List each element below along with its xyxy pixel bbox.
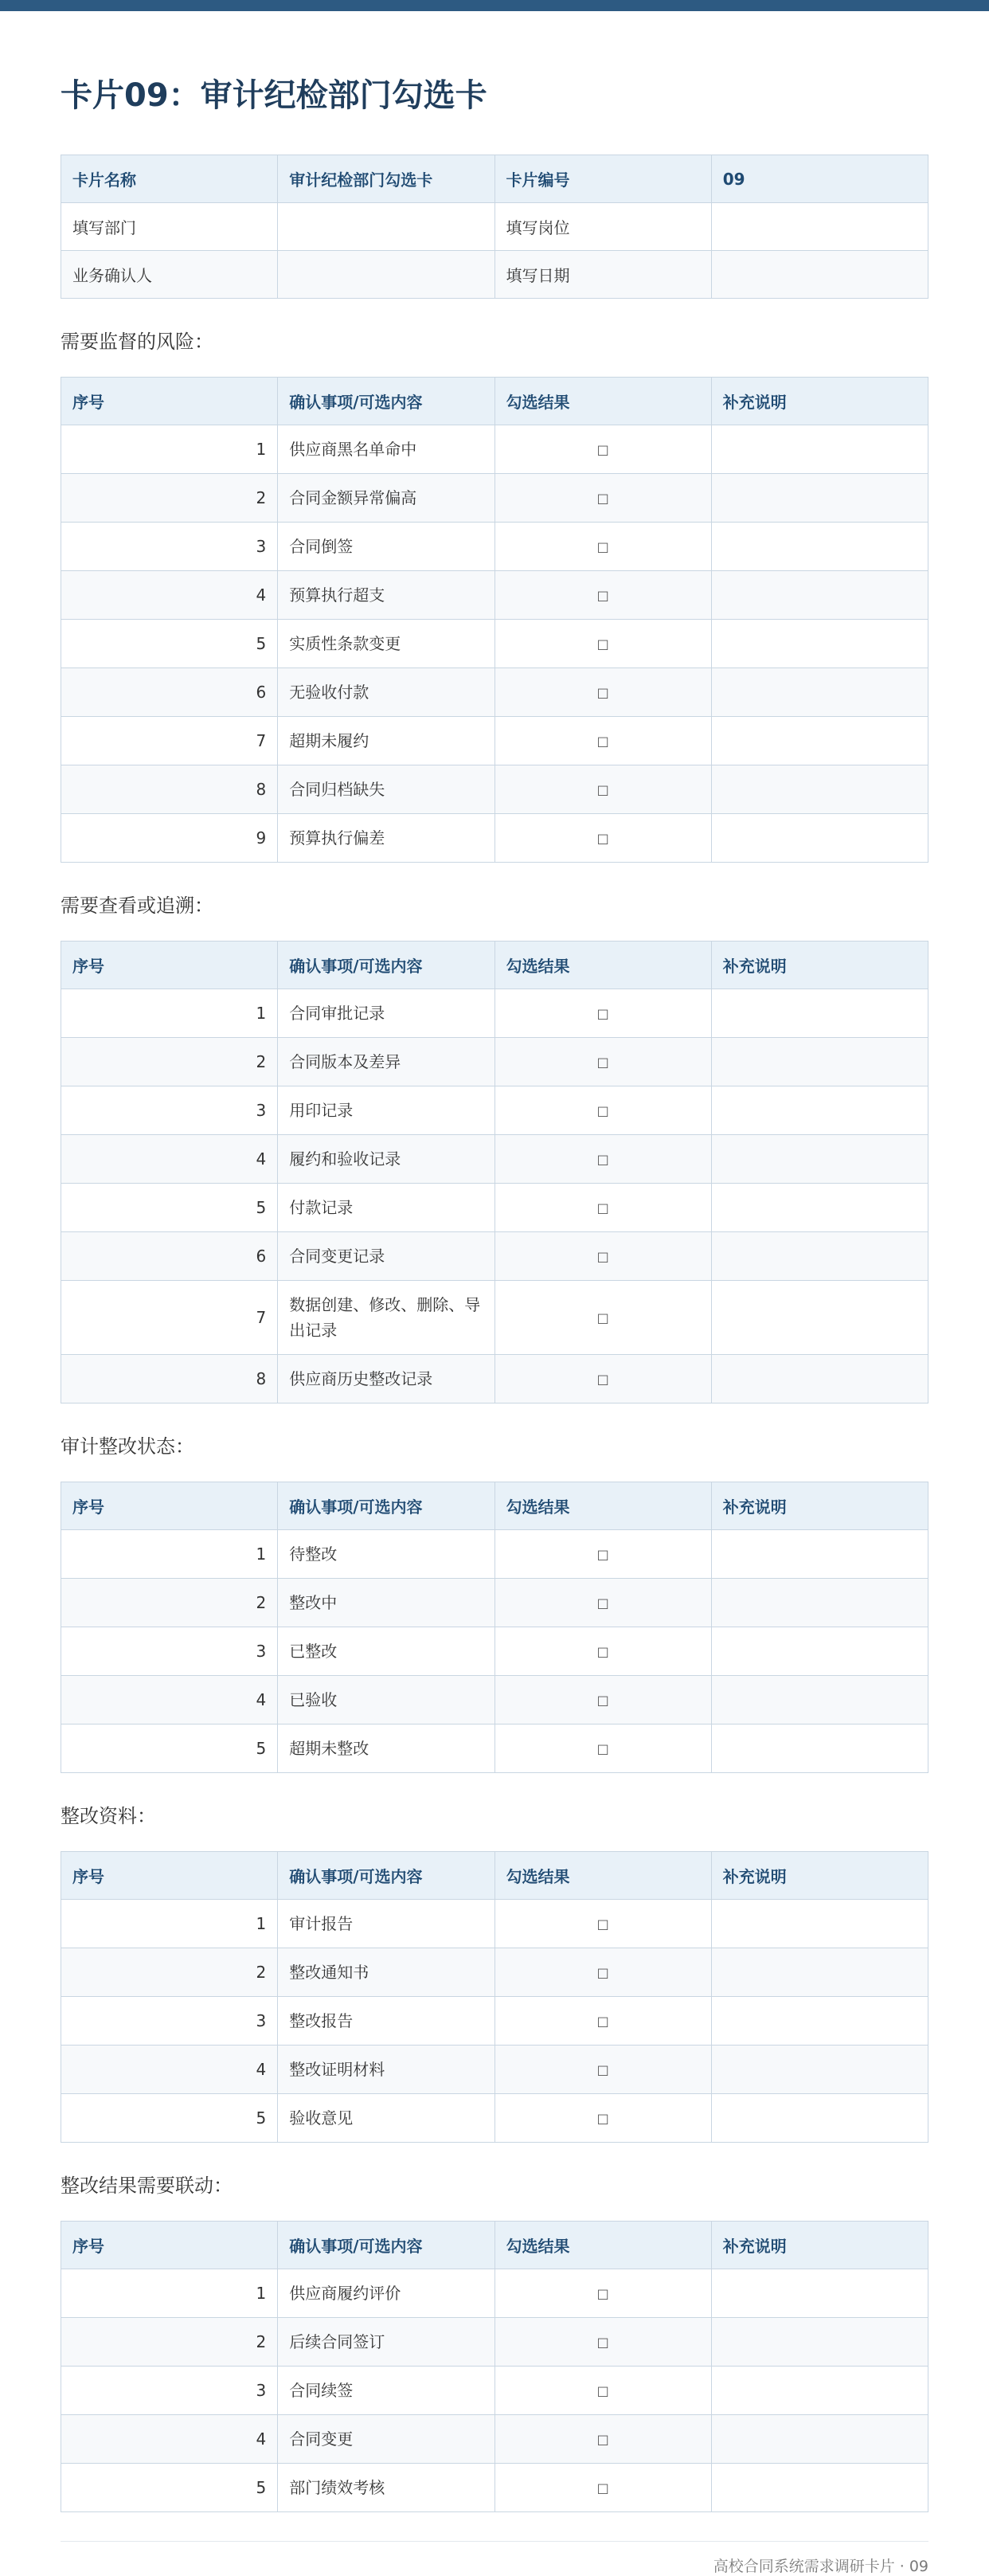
section-label: 整改资料： [61, 1805, 156, 1827]
row-item: 实质性条款变更 [278, 620, 494, 668]
row-item: 整改中 [278, 1579, 494, 1627]
page-content [0, 72, 989, 2576]
row-number: 2 [61, 1038, 278, 1086]
row-note-field[interactable] [711, 1135, 928, 1184]
checklist-table [61, 377, 928, 863]
row-item: 整改通知书 [278, 1948, 494, 1997]
table-row [61, 425, 928, 474]
row-note-field[interactable] [711, 1281, 928, 1355]
row-number: 8 [61, 765, 278, 814]
date-label: 填写日期 [494, 251, 711, 299]
table-row [61, 474, 928, 523]
col-header-no: 序号 [61, 1482, 278, 1530]
table-row [61, 1530, 928, 1579]
info-row [61, 203, 928, 251]
col-header-item: 确认事项/可选内容 [278, 378, 494, 425]
col-header-no: 序号 [61, 942, 278, 989]
row-number: 4 [61, 1135, 278, 1184]
card-name-value: 审计纪检部门勾选卡 [278, 155, 494, 203]
row-number: 3 [61, 1997, 278, 2046]
row-item: 履约和验收记录 [278, 1135, 494, 1184]
row-number: 4 [61, 2415, 278, 2464]
table-row [61, 814, 928, 863]
row-number: 3 [61, 1627, 278, 1676]
row-number: 5 [61, 2094, 278, 2143]
row-note-field[interactable] [711, 1038, 928, 1086]
row-checkbox[interactable]: □ [494, 1900, 711, 1948]
row-number: 4 [61, 2046, 278, 2094]
row-item: 供应商黑名单命中 [278, 425, 494, 474]
row-note-field[interactable] [711, 1725, 928, 1773]
row-number: 3 [61, 2367, 278, 2415]
col-header-item: 确认事项/可选内容 [278, 2222, 494, 2269]
col-header-no: 序号 [61, 1852, 278, 1900]
row-note-field[interactable] [711, 2269, 928, 2318]
row-number: 7 [61, 717, 278, 765]
card-info-table [61, 155, 928, 299]
row-checkbox[interactable]: □ [494, 717, 711, 765]
row-checkbox[interactable]: □ [494, 1997, 711, 2046]
row-note-field[interactable] [711, 1232, 928, 1281]
table-row [61, 620, 928, 668]
table-row [61, 1676, 928, 1725]
row-note-field[interactable] [711, 1579, 928, 1627]
row-checkbox[interactable]: □ [494, 989, 711, 1038]
row-number: 2 [61, 1579, 278, 1627]
col-header-note: 补充说明 [711, 1852, 928, 1900]
row-checkbox[interactable]: □ [494, 1038, 711, 1086]
table-row [61, 1038, 928, 1086]
row-checkbox[interactable]: □ [494, 1579, 711, 1627]
row-checkbox[interactable]: □ [494, 765, 711, 814]
row-number: 2 [61, 474, 278, 523]
row-note-field[interactable] [711, 1676, 928, 1725]
row-number: 2 [61, 1948, 278, 1997]
row-checkbox[interactable]: □ [494, 620, 711, 668]
row-number: 3 [61, 1086, 278, 1135]
row-checkbox[interactable]: □ [494, 2094, 711, 2143]
table-row [61, 1725, 928, 1773]
table-row [61, 1232, 928, 1281]
table-header-row [61, 1852, 928, 1900]
row-checkbox[interactable]: □ [494, 571, 711, 620]
row-checkbox[interactable]: □ [494, 1676, 711, 1725]
table-row [61, 1948, 928, 1997]
table-row [61, 1086, 928, 1135]
col-header-result: 勾选结果 [494, 1852, 711, 1900]
row-number: 7 [61, 1281, 278, 1355]
row-item: 无验收付款 [278, 668, 494, 717]
card-no-label: 卡片编号 [494, 155, 711, 203]
row-item: 超期未履约 [278, 717, 494, 765]
row-item: 合同金额异常偏高 [278, 474, 494, 523]
row-note-field[interactable] [711, 814, 928, 863]
info-row [61, 155, 928, 203]
row-item: 数据创建、修改、删除、导出记录 [278, 1281, 494, 1355]
row-checkbox[interactable]: □ [494, 1086, 711, 1135]
row-item: 审计报告 [278, 1900, 494, 1948]
table-row [61, 717, 928, 765]
checklist-table [61, 1851, 928, 2143]
table-row [61, 765, 928, 814]
row-checkbox[interactable]: □ [494, 474, 711, 523]
table-header-row [61, 1482, 928, 1530]
row-item: 整改证明材料 [278, 2046, 494, 2094]
card-no-value: 09 [711, 155, 928, 203]
col-header-note: 补充说明 [711, 942, 928, 989]
row-note-field[interactable] [711, 1086, 928, 1135]
row-item: 后续合同签订 [278, 2318, 494, 2367]
row-note-field[interactable] [711, 1184, 928, 1232]
checklist-table [61, 941, 928, 1403]
section-label: 整改结果需要联动： [61, 2175, 233, 2197]
table-row [61, 2269, 928, 2318]
row-checkbox[interactable]: □ [494, 2464, 711, 2512]
row-number: 8 [61, 1355, 278, 1403]
row-checkbox[interactable]: □ [494, 425, 711, 474]
row-number: 5 [61, 1184, 278, 1232]
col-header-result: 勾选结果 [494, 1482, 711, 1530]
row-note-field[interactable] [711, 1355, 928, 1403]
checklist-table [61, 1482, 928, 1773]
row-note-field[interactable] [711, 474, 928, 523]
row-note-field[interactable] [711, 523, 928, 571]
row-number: 5 [61, 620, 278, 668]
row-number: 6 [61, 668, 278, 717]
row-note-field[interactable] [711, 571, 928, 620]
row-number: 1 [61, 1900, 278, 1948]
row-item: 合同变更记录 [278, 1232, 494, 1281]
row-checkbox[interactable]: □ [494, 2415, 711, 2464]
row-item: 验收意见 [278, 2094, 494, 2143]
post-field[interactable] [711, 203, 928, 251]
row-item: 合同变更 [278, 2415, 494, 2464]
date-field[interactable] [711, 251, 928, 299]
row-number: 1 [61, 425, 278, 474]
row-item: 合同倒签 [278, 523, 494, 571]
table-row [61, 2046, 928, 2094]
sections-container [61, 319, 928, 2512]
row-note-field[interactable] [711, 425, 928, 474]
table-row [61, 2415, 928, 2464]
row-note-field[interactable] [711, 1997, 928, 2046]
row-item: 已整改 [278, 1627, 494, 1676]
row-item: 用印记录 [278, 1086, 494, 1135]
table-row [61, 1997, 928, 2046]
table-header-row [61, 942, 928, 989]
row-number: 4 [61, 1676, 278, 1725]
row-checkbox[interactable]: □ [494, 814, 711, 863]
table-row [61, 1355, 928, 1403]
section-label: 需要监督的风险： [61, 331, 213, 353]
row-item: 已验收 [278, 1676, 494, 1725]
table-row [61, 523, 928, 571]
col-header-result: 勾选结果 [494, 2222, 711, 2269]
post-label: 填写岗位 [494, 203, 711, 251]
dept-field[interactable] [278, 203, 494, 251]
row-number: 2 [61, 2318, 278, 2367]
table-header-row [61, 2222, 928, 2269]
dept-label: 填写部门 [61, 203, 278, 251]
row-note-field[interactable] [711, 2464, 928, 2512]
row-checkbox[interactable]: □ [494, 2046, 711, 2094]
row-checkbox[interactable]: □ [494, 1355, 711, 1403]
row-number: 9 [61, 814, 278, 863]
row-item: 合同归档缺失 [278, 765, 494, 814]
col-header-result: 勾选结果 [494, 378, 711, 425]
row-number: 1 [61, 989, 278, 1038]
row-item: 合同续签 [278, 2367, 494, 2415]
table-row [61, 2318, 928, 2367]
row-number: 5 [61, 2464, 278, 2512]
row-checkbox[interactable]: □ [494, 1135, 711, 1184]
row-note-field[interactable] [711, 1530, 928, 1579]
col-header-note: 补充说明 [711, 1482, 928, 1530]
table-row [61, 571, 928, 620]
row-item: 预算执行偏差 [278, 814, 494, 863]
row-note-field[interactable] [711, 989, 928, 1038]
table-row [61, 989, 928, 1038]
checklist-table [61, 2221, 928, 2512]
row-note-field[interactable] [711, 1627, 928, 1676]
card-name-label: 卡片名称 [61, 155, 278, 203]
row-checkbox[interactable]: □ [494, 1281, 711, 1355]
row-item: 整改报告 [278, 1997, 494, 2046]
col-header-item: 确认事项/可选内容 [278, 1482, 494, 1530]
col-header-no: 序号 [61, 378, 278, 425]
row-note-field[interactable] [711, 2046, 928, 2094]
row-item: 供应商履约评价 [278, 2269, 494, 2318]
row-item: 预算执行超支 [278, 571, 494, 620]
table-row [61, 1281, 928, 1355]
table-row [61, 1135, 928, 1184]
row-note-field[interactable] [711, 2415, 928, 2464]
top-accent-bar [0, 0, 989, 11]
row-checkbox[interactable]: □ [494, 2367, 711, 2415]
row-note-field[interactable] [711, 2318, 928, 2367]
table-row [61, 2367, 928, 2415]
row-checkbox[interactable]: □ [494, 1627, 711, 1676]
table-row [61, 1900, 928, 1948]
row-number: 6 [61, 1232, 278, 1281]
col-header-result: 勾选结果 [494, 942, 711, 989]
row-item: 供应商历史整改记录 [278, 1355, 494, 1403]
table-row [61, 1579, 928, 1627]
row-checkbox[interactable]: □ [494, 2318, 711, 2367]
row-note-field[interactable] [711, 717, 928, 765]
row-note-field[interactable] [711, 765, 928, 814]
col-header-note: 补充说明 [711, 2222, 928, 2269]
row-number: 4 [61, 571, 278, 620]
row-checkbox[interactable]: □ [494, 1948, 711, 1997]
col-header-item: 确认事项/可选内容 [278, 942, 494, 989]
row-note-field[interactable] [711, 1900, 928, 1948]
row-checkbox[interactable]: □ [494, 523, 711, 571]
row-checkbox[interactable]: □ [494, 1184, 711, 1232]
row-note-field[interactable] [711, 2094, 928, 2143]
confirmer-field[interactable] [278, 251, 494, 299]
col-header-no: 序号 [61, 2222, 278, 2269]
row-item: 部门绩效考核 [278, 2464, 494, 2512]
row-item: 待整改 [278, 1530, 494, 1579]
row-note-field[interactable] [711, 668, 928, 717]
row-item: 付款记录 [278, 1184, 494, 1232]
table-row [61, 668, 928, 717]
section-label: 审计整改状态： [61, 1435, 194, 1458]
table-row [61, 1627, 928, 1676]
table-row [61, 1184, 928, 1232]
col-header-item: 确认事项/可选内容 [278, 1852, 494, 1900]
row-note-field[interactable] [711, 620, 928, 668]
row-item: 合同版本及差异 [278, 1038, 494, 1086]
row-item: 超期未整改 [278, 1725, 494, 1773]
info-row [61, 251, 928, 299]
row-checkbox[interactable]: □ [494, 1232, 711, 1281]
row-number: 1 [61, 1530, 278, 1579]
row-checkbox[interactable]: □ [494, 668, 711, 717]
section-label: 需要查看或追溯： [61, 895, 213, 917]
col-header-note: 补充说明 [711, 378, 928, 425]
row-note-field[interactable] [711, 2367, 928, 2415]
row-number: 3 [61, 523, 278, 571]
row-checkbox[interactable]: □ [494, 1530, 711, 1579]
table-row [61, 2094, 928, 2143]
table-header-row [61, 378, 928, 425]
page-footer: 高校合同系统需求调研卡片 · 09 [61, 2541, 928, 2576]
row-number: 1 [61, 2269, 278, 2318]
row-checkbox[interactable]: □ [494, 2269, 711, 2318]
row-item: 合同审批记录 [278, 989, 494, 1038]
row-checkbox[interactable]: □ [494, 1725, 711, 1773]
row-number: 5 [61, 1725, 278, 1773]
page-title: 卡片09：审计纪检部门勾选卡 [61, 77, 487, 114]
confirmer-label: 业务确认人 [61, 251, 278, 299]
row-note-field[interactable] [711, 1948, 928, 1997]
table-row [61, 2464, 928, 2512]
